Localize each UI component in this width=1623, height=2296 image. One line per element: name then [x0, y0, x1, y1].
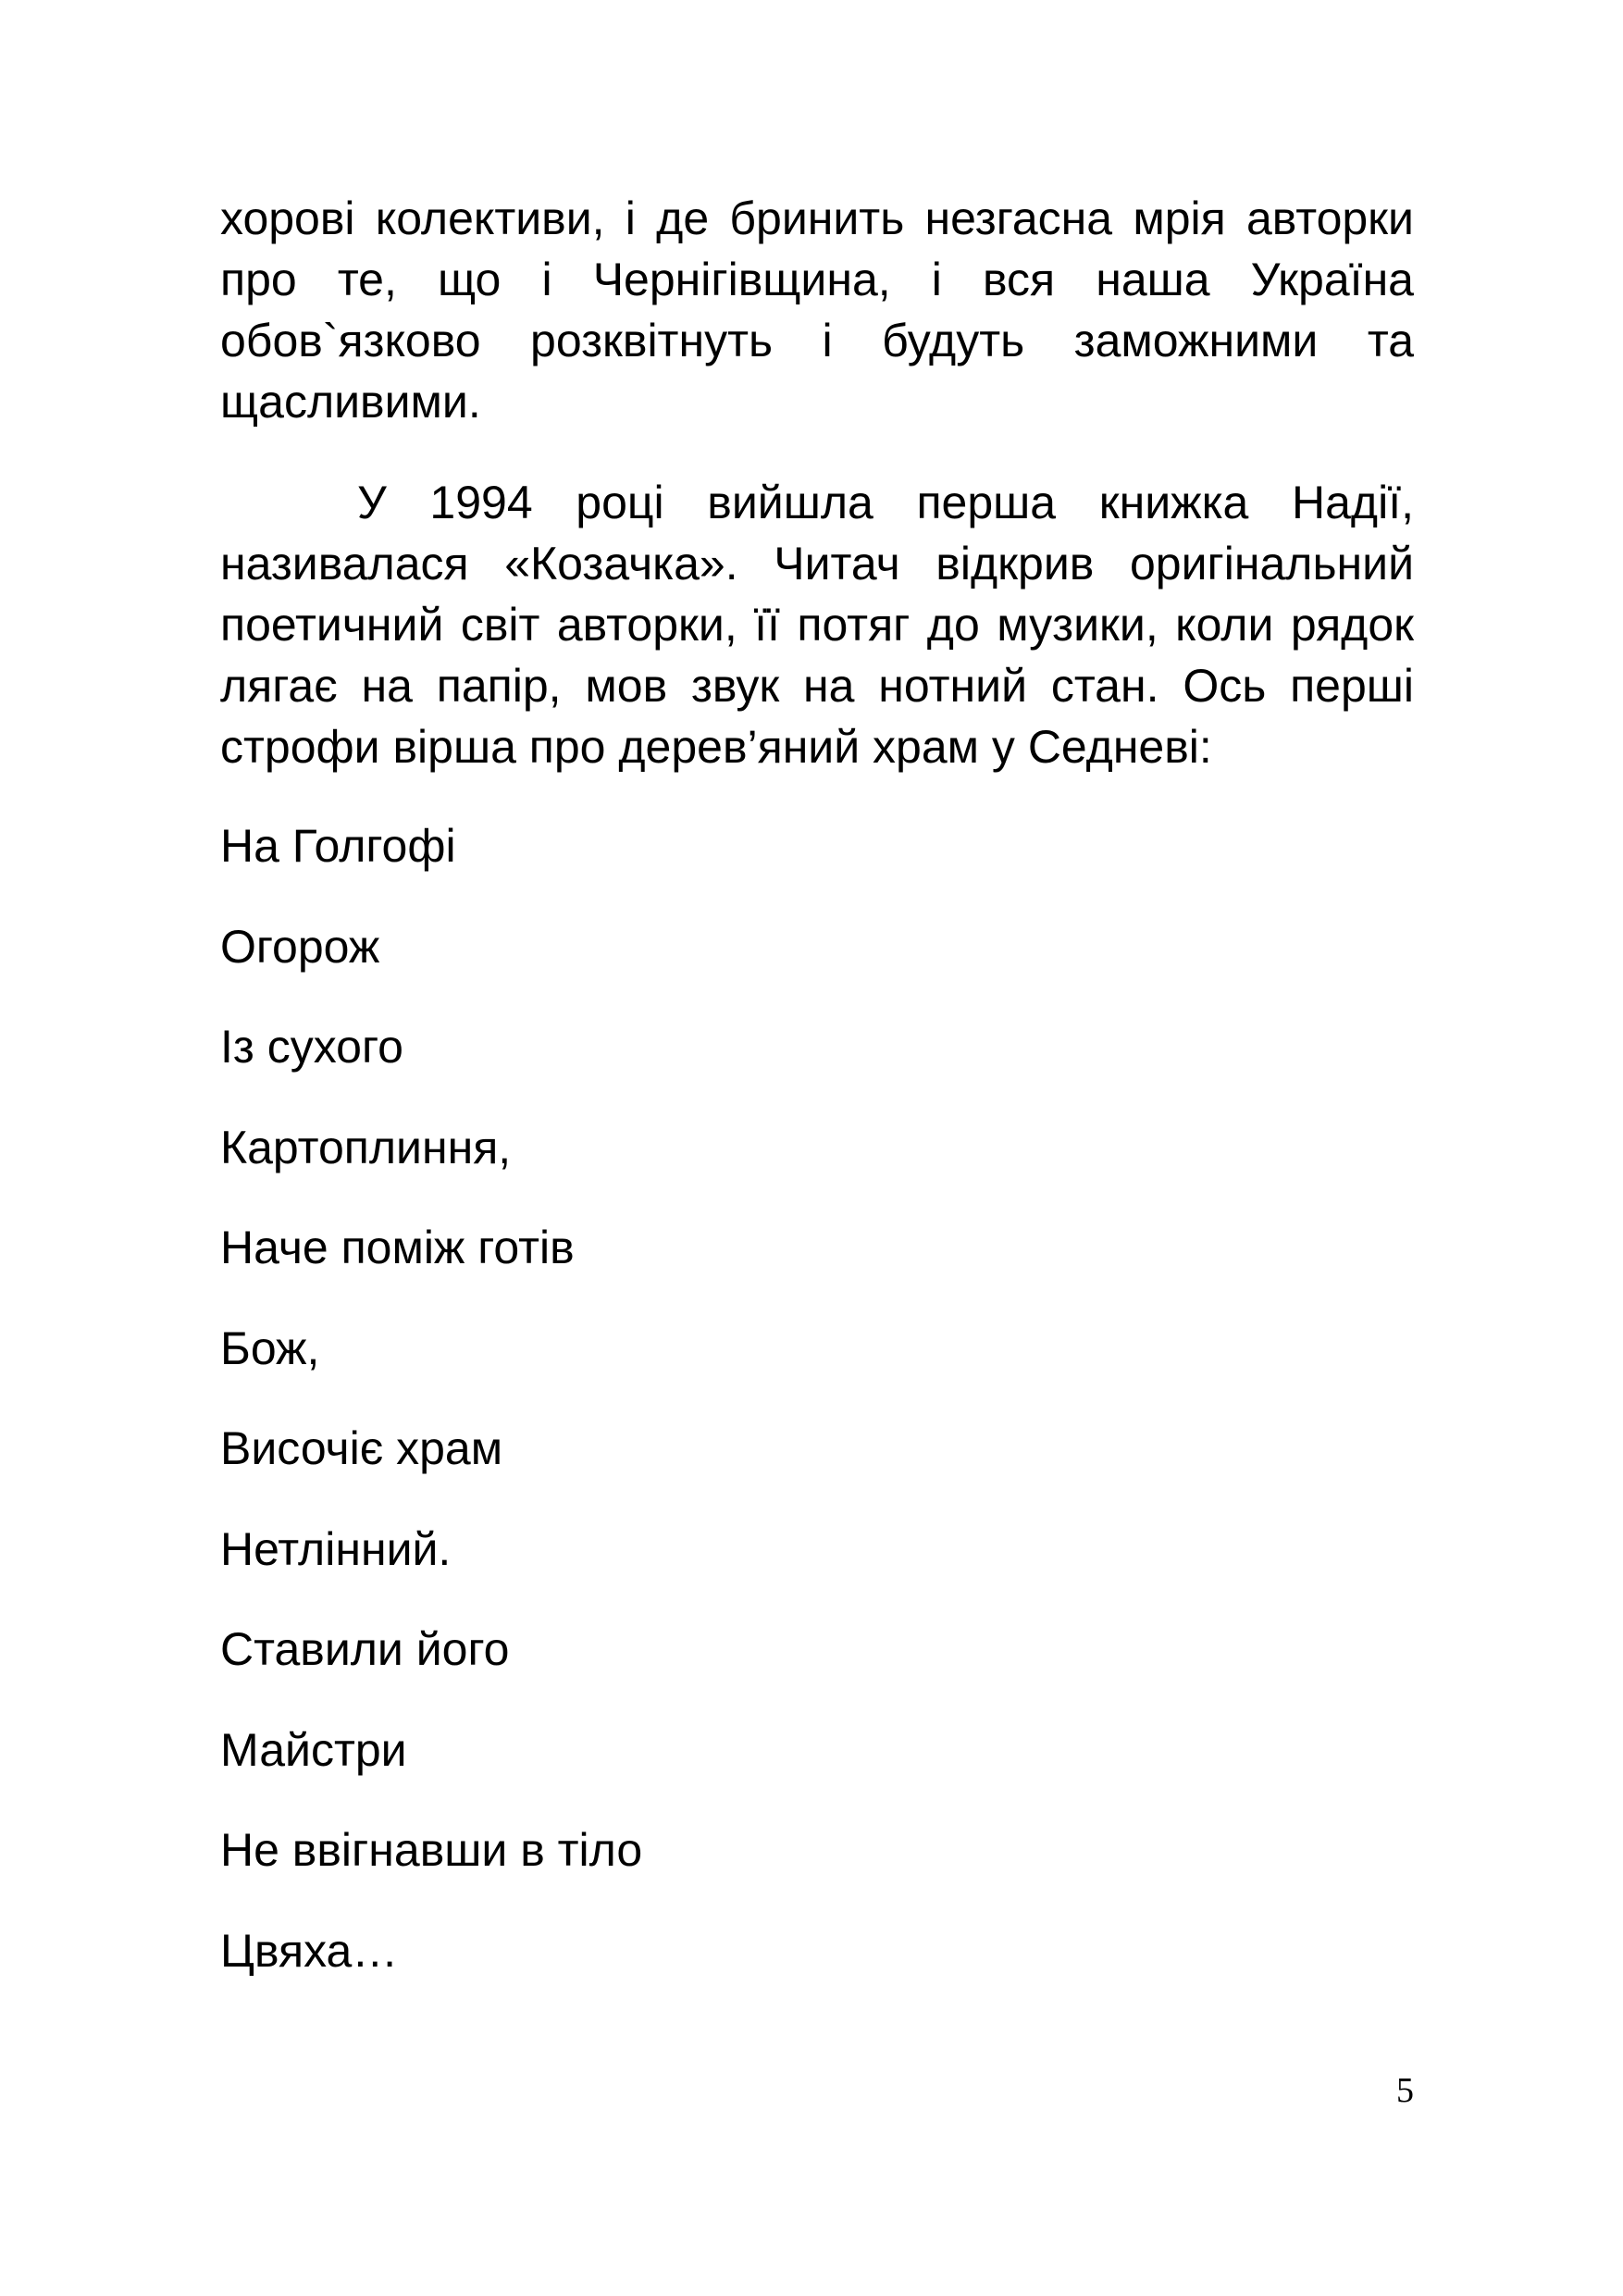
verse-line: Бож, [220, 1322, 320, 1374]
verse-line: На Голгофі [220, 820, 456, 872]
verse-line: Наче поміж готів [220, 1222, 575, 1273]
verse-line: Ставили його [220, 1623, 510, 1675]
verse-line: Огорож [220, 920, 380, 973]
verse-line: Майстри [220, 1723, 407, 1776]
verse-line: Не ввігнавши в тіло [220, 1824, 643, 1876]
page-number: 5 [1396, 2071, 1414, 2110]
paragraph-2: У 1994 році вийшла перша книжка Надії, називалася «Козачка». Читач відкрив оригінальний поетичний світ авторки, її потяг до музики, коли рядок лягає на папір, мов звук на нотний стан. Ось перші строфи вірша про дерев’яний храм у Седневі: [220, 477, 1414, 773]
verse-line: Височіє храм [220, 1422, 503, 1474]
verse-line: Нетлінний. [220, 1522, 452, 1575]
verse-line: Цвяха… [220, 1924, 399, 1977]
verse-line: Із сухого [220, 1021, 403, 1073]
paragraph-1: хорові колективи, і де бринить незгасна мрія авторки про те, що і Чернігівщина, і вся наша Україна обов`язково розквітнуть і будуть заможними та щасливими. [220, 192, 1414, 428]
verse-line: Картоплиння, [220, 1121, 512, 1173]
poem-verse [220, 815, 1414, 2020]
